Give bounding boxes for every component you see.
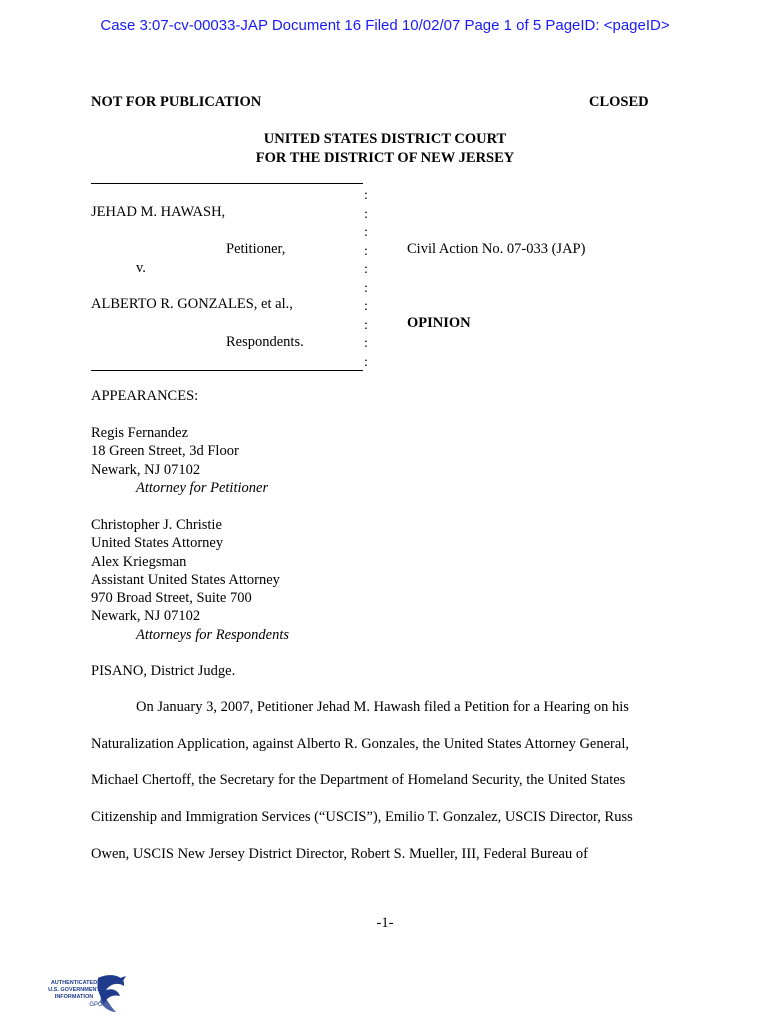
- body-text-line: Naturalization Application, against Alberto R. Gonzales, the United States Attorney General,: [91, 736, 629, 752]
- opinion-label: OPINION: [407, 315, 471, 331]
- page-number: -1-: [376, 915, 394, 931]
- petitioner-name: JEHAD M. HAWASH,: [91, 204, 226, 220]
- court-name-line1: UNITED STATES DISTRICT COURT: [263, 131, 507, 147]
- logo-line3: INFORMATION: [54, 994, 94, 1000]
- caption-colon: :: [364, 354, 368, 370]
- logo-line4: GPO: [89, 1002, 103, 1008]
- caption-colon: :: [364, 317, 368, 333]
- counsel-line: Assistant United States Attorney: [91, 571, 280, 588]
- counsel-role: Attorneys for Respondents: [136, 626, 290, 643]
- counsel-line: Regis Fernandez: [91, 425, 189, 441]
- caption-colon: :: [364, 243, 368, 259]
- counsel-line: 18 Green Street, 3d Floor: [91, 443, 239, 460]
- body-text-line: On January 3, 2007, Petitioner Jehad M. Hawash filed a Petition for a Hearing on his: [136, 699, 629, 715]
- closed-label: CLOSED: [589, 94, 649, 110]
- body-text-line: Owen, USCIS New Jersey District Director, Robert S. Mueller, III, Federal Bureau of: [91, 846, 588, 862]
- gpo-authenticated-logo: [40, 972, 130, 1018]
- appearances-heading: APPEARANCES:: [91, 388, 199, 404]
- counsel-line: Alex Kriegsman: [91, 553, 187, 570]
- respondent-role: Respondents.: [226, 334, 304, 350]
- body-text-line: Citizenship and Immigration Services (“USCIS”), Emilio T. Gonzalez, USCIS Director, Russ: [91, 809, 633, 825]
- caption-colon: :: [364, 262, 368, 277]
- court-name-line2: FOR THE DISTRICT OF NEW JERSEY: [255, 150, 515, 166]
- respondent-name: ALBERTO R. GONZALES, et al.,: [91, 296, 293, 312]
- caption-colon: :: [364, 206, 368, 222]
- judge-line: PISANO, District Judge.: [91, 663, 236, 679]
- caption-colon: :: [364, 188, 368, 203]
- counsel-line: United States Attorney: [91, 535, 224, 552]
- caption-colon-column: [361, 187, 371, 372]
- caption-colon: :: [364, 336, 368, 351]
- counsel-line: Newark, NJ 07102: [91, 461, 201, 478]
- caption-colon: :: [364, 225, 368, 240]
- petitioner-counsel-block: [91, 424, 268, 497]
- caption-top-rule: [91, 183, 363, 184]
- case-header: Case 3:07-cv-00033-JAP Document 16 Filed 10/02/07 Page 1 of 5 PageID: <pageID>: [100, 17, 670, 34]
- caption-colon: :: [364, 299, 368, 314]
- civil-action-number: Civil Action No. 07-033 (JAP): [407, 241, 586, 257]
- counsel-line: Newark, NJ 07102: [91, 608, 201, 625]
- logo-line2: U.S. GOVERNMENT: [48, 987, 100, 993]
- counsel-line: Christopher J. Christie: [91, 517, 222, 533]
- versus-label: v.: [136, 260, 146, 276]
- body-text-line: Michael Chertoff, the Secretary for the Department of Homeland Security, the United States: [91, 772, 626, 788]
- not-for-publication-label: NOT FOR PUBLICATION: [91, 94, 262, 110]
- counsel-line: 970 Broad Street, Suite 700: [91, 590, 252, 607]
- petitioner-role: Petitioner,: [226, 241, 286, 257]
- caption-bottom-rule: [91, 370, 363, 371]
- caption-colon: :: [364, 280, 368, 296]
- counsel-role: Attorney for Petitioner: [136, 479, 269, 496]
- logo-line1: AUTHENTICATED: [50, 980, 98, 986]
- respondent-counsel-block: [91, 516, 289, 644]
- gpo-eagle-icon: [40, 972, 130, 1018]
